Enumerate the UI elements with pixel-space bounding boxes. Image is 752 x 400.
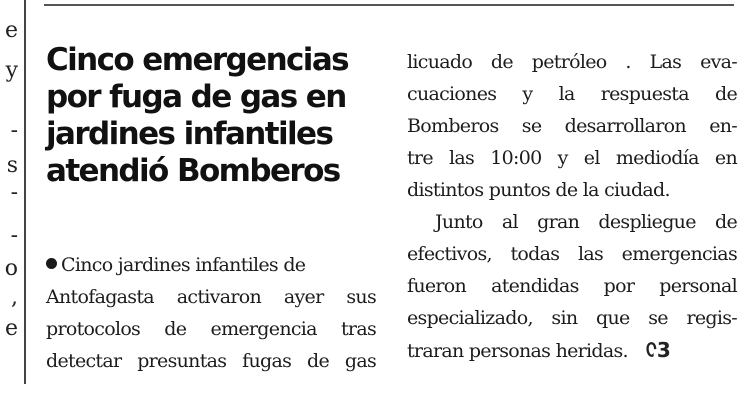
fragment-char: -	[10, 223, 18, 248]
body-line: distintos puntos de la ciudad.	[407, 179, 670, 201]
body-line-text: traran personas heridas.	[407, 340, 628, 362]
fragment-char: -	[10, 180, 18, 205]
body-line: Junto al gran despliegue de	[435, 211, 737, 233]
fragment-char: e	[4, 316, 18, 341]
body-line: fueron atendidas por personal	[407, 275, 737, 297]
headline-line: jardines infantiles	[46, 116, 333, 152]
fragment-char: y	[5, 58, 18, 83]
previous-column-fragment	[0, 0, 22, 400]
fragment-char: ,	[11, 285, 18, 310]
body-line: tre las 10:00 y el mediodía en	[407, 147, 737, 169]
body-line: efectivos, todas las emergencias	[407, 243, 737, 265]
fragment-char: s	[6, 153, 18, 178]
body-line: Bomberos se desarrollaron en-	[407, 115, 737, 137]
body-line: cuaciones y la respuesta de	[407, 83, 737, 105]
body-line	[46, 249, 376, 281]
article-body-right-column	[407, 46, 737, 367]
body-line: protocolos de emergencia tras	[46, 318, 376, 340]
article-headline	[46, 42, 376, 190]
body-line: detectar presuntas fugas de gas	[46, 350, 376, 372]
headline-line: atendió Bomberos	[46, 153, 340, 189]
bullet-icon	[46, 258, 57, 269]
article-body-left-column	[46, 249, 376, 377]
body-line	[407, 334, 737, 367]
fragment-char: -	[10, 118, 18, 143]
top-rule	[44, 4, 734, 6]
end-of-article-icon: ᢗ3	[645, 338, 671, 362]
body-line: Antofagasta activaron ayer sus	[46, 286, 376, 308]
fragment-char: e	[4, 18, 18, 43]
headline-line: Cinco emergencias	[46, 42, 349, 78]
column-divider	[24, 0, 26, 384]
body-line: licuado de petróleo . Las eva-	[407, 51, 737, 73]
body-line-text: Cinco jardines infantiles de	[61, 254, 306, 276]
fragment-char: o	[4, 256, 18, 281]
headline-line: por fuga de gas en	[46, 79, 346, 115]
body-line: especializado, sin que se regis-	[407, 307, 737, 329]
